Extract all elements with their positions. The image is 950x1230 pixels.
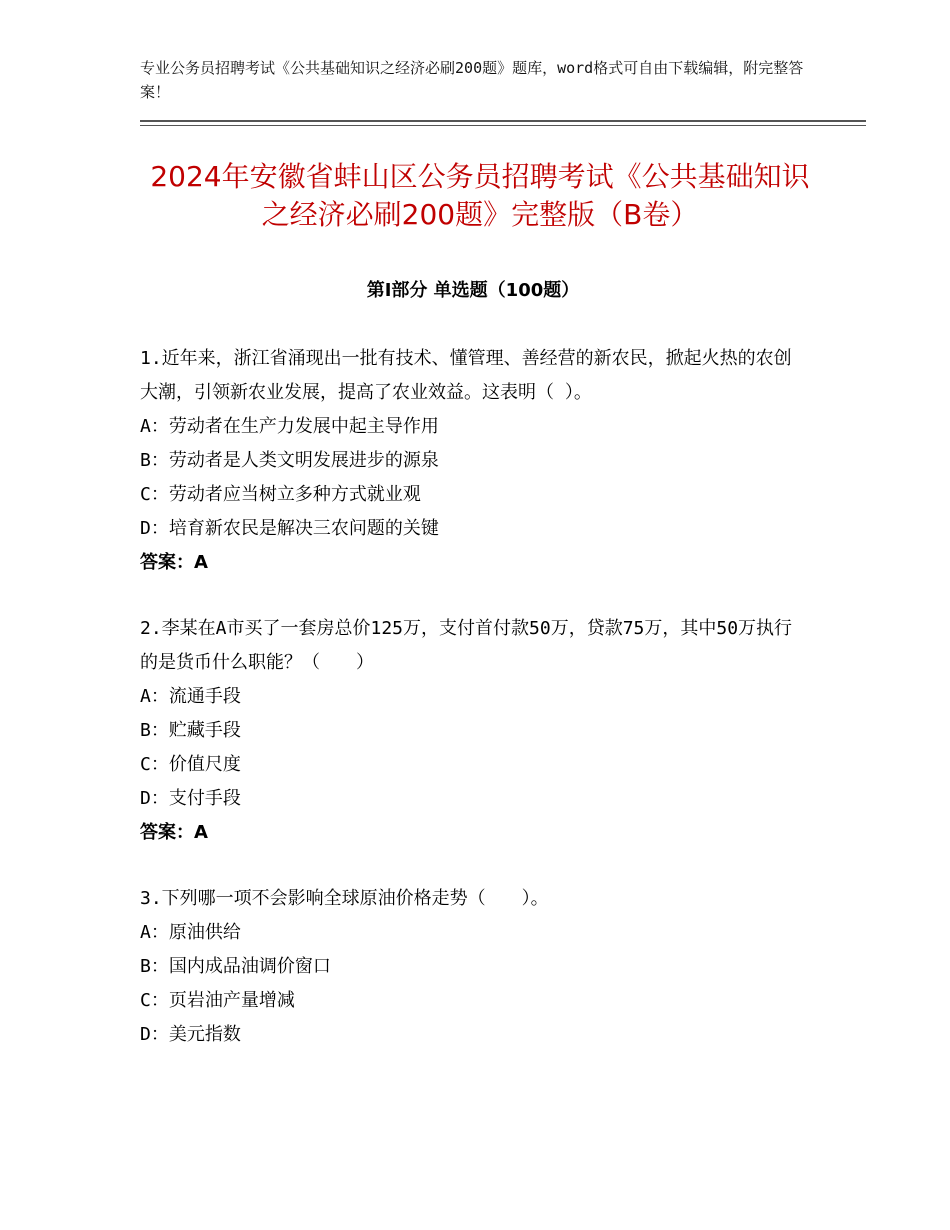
answer: 答案：A — [140, 552, 208, 573]
option-d: D：培育新农民是解决三农问题的关键 — [140, 518, 439, 539]
question-list — [140, 342, 802, 1084]
option-c: C：价值尺度 — [140, 754, 241, 775]
document-title: 2024年安徽省蚌山区公务员招聘考试《公共基础知识之经济必刷200题》完整版（B卷） — [150, 160, 810, 231]
header-note: 专业公务员招聘考试《公共基础知识之经济必刷200题》题库，word格式可自由下载编辑，附完整答案！ — [140, 59, 804, 101]
question-1 — [140, 342, 802, 580]
option-c: C：页岩油产量增减 — [140, 990, 295, 1011]
option-a: A：流通手段 — [140, 686, 241, 707]
question-stem: 1.近年来，浙江省涌现出一批有技术、懂管理、善经营的新农民，掀起火热的农创大潮，引领新农业发展，提高了农业效益。这表明（ ）。 — [140, 348, 792, 403]
option-d: D：美元指数 — [140, 1024, 241, 1045]
option-c: C：劳动者应当树立多种方式就业观 — [140, 484, 421, 505]
option-b: B：国内成品油调价窗口 — [140, 956, 331, 977]
option-b: B：劳动者是人类文明发展进步的源泉 — [140, 450, 439, 471]
option-a: A：劳动者在生产力发展中起主导作用 — [140, 416, 439, 437]
question-3 — [140, 882, 802, 1052]
answer: 答案：A — [140, 822, 208, 843]
option-a: A：原油供给 — [140, 922, 241, 943]
header-rule-thick — [140, 120, 866, 122]
option-d: D：支付手段 — [140, 788, 241, 809]
question-2 — [140, 612, 802, 850]
option-b: B：贮藏手段 — [140, 720, 241, 741]
question-stem: 2.李某在A市买了一套房总价125万，支付首付款50万，贷款75万，其中50万执行的是货币什么职能？（ ） — [140, 618, 793, 673]
question-stem: 3.下列哪一项不会影响全球原油价格走势（ ）。 — [140, 888, 549, 909]
header-rule-thin — [140, 125, 866, 126]
section-title: 第Ⅰ部分 单选题（100题） — [366, 280, 580, 301]
